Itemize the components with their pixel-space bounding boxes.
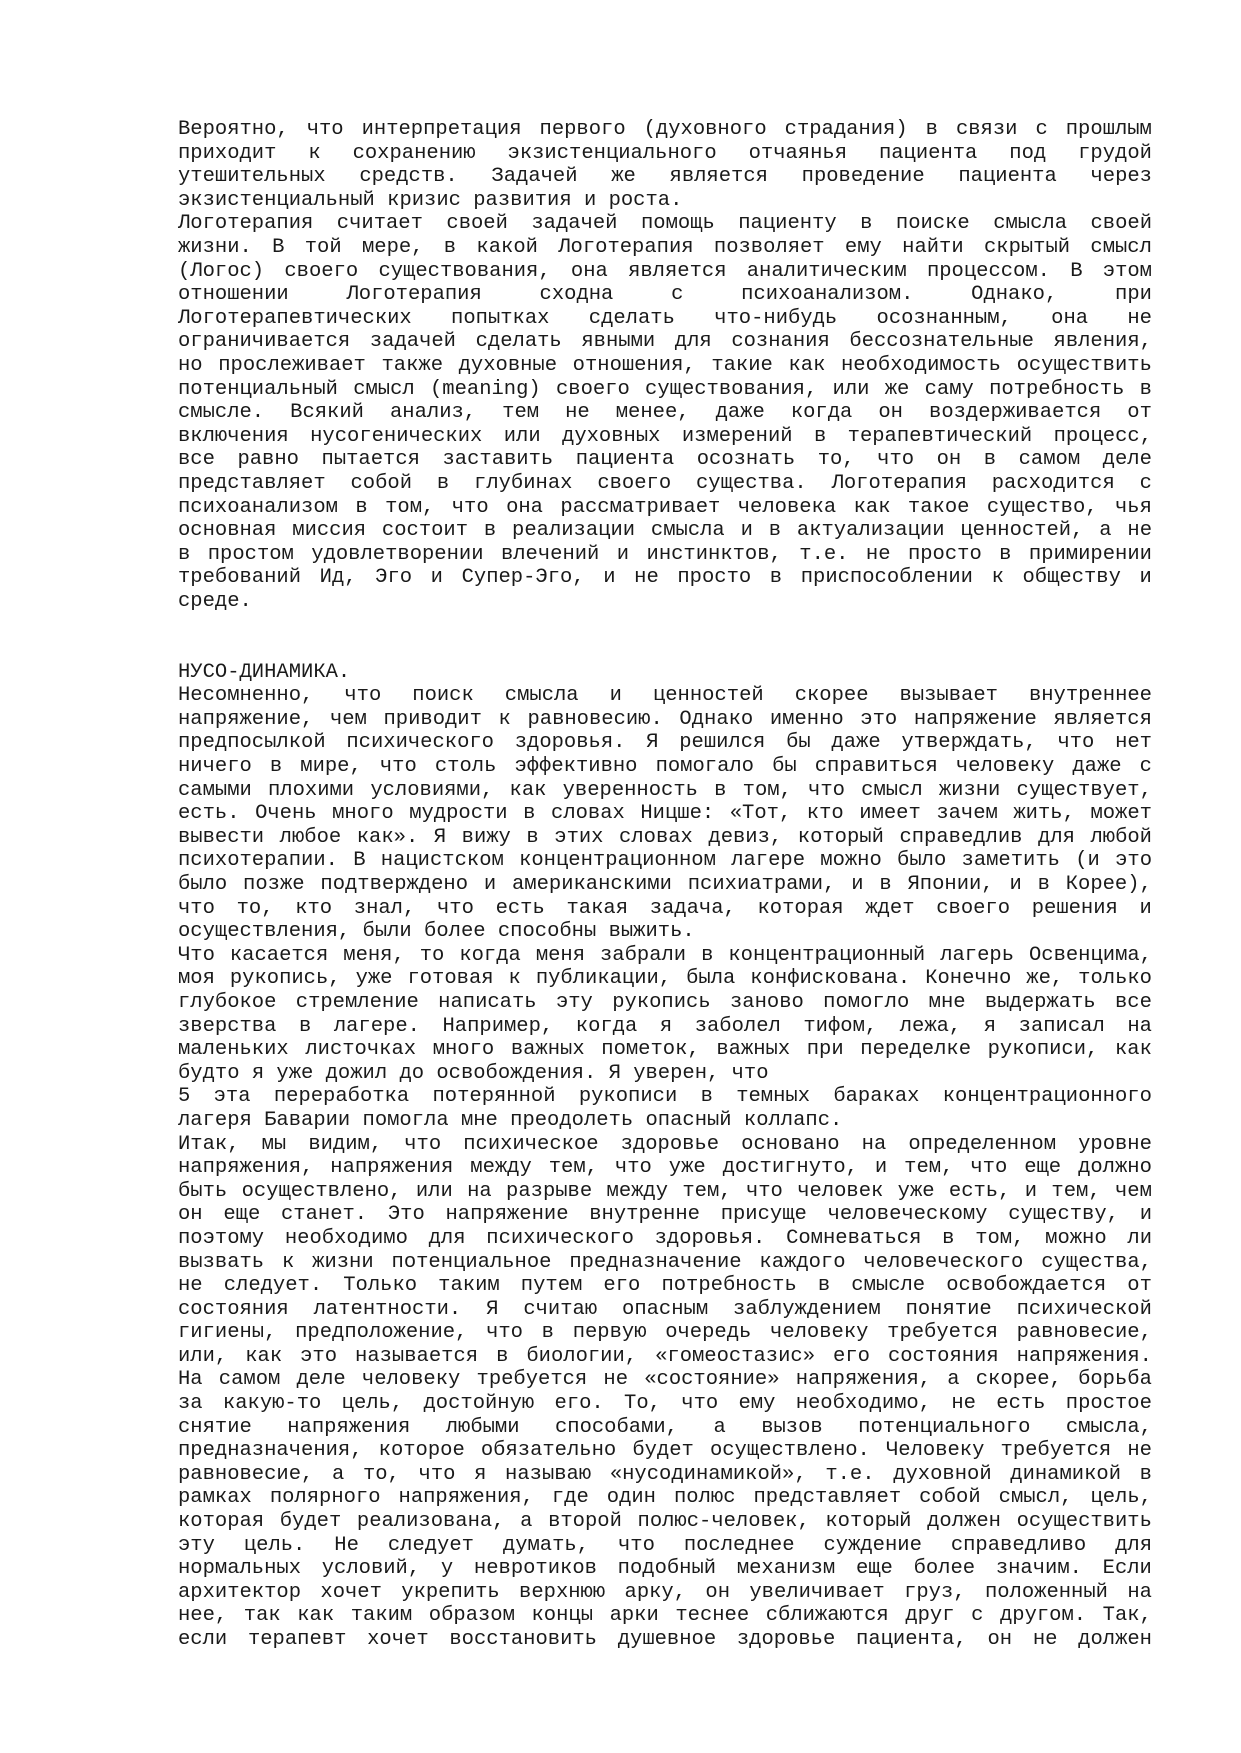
text-line: есть. Очень много мудрости в словах Ницше: «Тот, кто имеет зачем жить, может: [178, 802, 1152, 826]
text-line: смысле. Всякий анализ, тем не менее, даже когда он воздерживается от: [178, 401, 1152, 425]
text-line: эту цель. Не следует думать, что последнее суждение справедливо для: [178, 1533, 1152, 1557]
paragraph: [178, 1133, 1152, 1652]
text-line: Итак, мы видим, что психическое здоровье основано на определенном уровне: [178, 1132, 1152, 1156]
text-line: Логотерапевтических попытках сделать что-нибудь осознанным, она не: [178, 306, 1152, 330]
text-line: в простом удовлетворении влечений и инстинктов, т.е. не просто в примирении: [178, 542, 1152, 566]
text-line: он еще станет. Это напряжение внутренне присуще человеческому существу, и: [178, 1203, 1152, 1227]
text-line: поэтому необходимо для психического здоровья. Сомневаться в том, можно ли: [178, 1226, 1152, 1250]
text-line: На самом деле человеку требуется не «состояние» напряжения, а скорее, борьба: [178, 1368, 1152, 1392]
text-line: психоанализом в том, что она рассматривает человека как такое существо, чья: [178, 495, 1152, 519]
text-line: рамках полярного напряжения, где один полюс представляет собой смысл, цель,: [178, 1486, 1152, 1510]
text-line: но прослеживает также духовные отношения, такие как необходимость осуществить: [178, 353, 1152, 377]
text-line: Вероятно, что интерпретация первого (духовного страдания) в связи с прошлым: [178, 118, 1152, 141]
text-line: экзистенциальный кризис развития и роста.: [178, 188, 683, 212]
paragraph-gap: [178, 613, 1152, 660]
document-page: [178, 118, 1152, 1652]
text-line: снятие напряжения любыми способами, а вызов потенциального смысла,: [178, 1415, 1152, 1439]
text-line: 5 эта переработка потерянной рукописи в темных бараках концентрационного: [178, 1085, 1152, 1109]
text-line: напряжения, напряжения между тем, что уже достигнуто, и тем, что еще должно: [178, 1156, 1152, 1180]
text-line: маленьких листочках много важных пометок, важных при переделке рукописи, как: [178, 1038, 1152, 1062]
text-line: нормальных условий, у невротиков подобный механизм еще более значим. Если: [178, 1557, 1152, 1581]
paragraph: [178, 661, 1152, 685]
text-line: среде.: [178, 589, 252, 613]
text-line: представляет собой в глубинах своего существа. Логотерапия расходится с: [178, 471, 1152, 495]
paragraph: [178, 118, 1152, 212]
text-line: включения нусогенических или духовных измерений в терапевтический процесс,: [178, 424, 1152, 448]
text-line: Несомненно, что поиск смысла и ценностей скорее вызывает внутреннее: [178, 684, 1152, 708]
text-line: Логотерапия считает своей задачей помощь пациенту в поиске смысла своей: [178, 212, 1152, 236]
text-line: будто я уже дожил до освобождения. Я уверен, что: [178, 1061, 769, 1085]
text-line: вызвать к жизни потенциальное предназначение каждого человеческого существа,: [178, 1250, 1152, 1274]
paragraph: [178, 944, 1152, 1086]
paragraph: [178, 1085, 1152, 1132]
text-line: потенциальный смысл (meaning) своего существования, или же саму потребность в: [178, 377, 1152, 401]
text-line: глубокое стремление написать эту рукопись заново помогло мне выдержать все: [178, 990, 1152, 1014]
text-line: вывести любое как». Я вижу в этих словах девиз, который справедлив для любой: [178, 825, 1152, 849]
text-line: не следует. Только таким путем его потребность в смысле освобождается от: [178, 1274, 1152, 1298]
text-line: зверства в лагере. Например, когда я заболел тифом, лежа, я записал на: [178, 1014, 1152, 1038]
text-line: требований Ид, Эго и Супер-Эго, и не просто в приспособлении к обществу и: [178, 566, 1152, 590]
text-line: гигиены, предположение, что в первую очередь человеку требуется равновесие,: [178, 1321, 1152, 1345]
text-line: осуществления, были более способны выжить.: [178, 920, 695, 944]
text-line: предпосылкой психического здоровья. Я решился бы даже утверждать, что нет: [178, 731, 1152, 755]
text-line: все равно пытается заставить пациента осознать то, что он в самом деле: [178, 448, 1152, 472]
text-line: приходит к сохранению экзистенциального отчаянья пациента под грудой: [178, 141, 1152, 165]
text-line: предназначения, которое обязательно будет осуществлено. Человеку требуется не: [178, 1439, 1152, 1463]
paragraph: [178, 684, 1152, 944]
text-line: отношении Логотерапия сходна с психоанализом. Однако, при: [178, 283, 1152, 307]
text-line: ограничивается задачей сделать явными для сознания бессознательные явления,: [178, 330, 1152, 354]
text-line: если терапевт хочет восстановить душевное здоровье пациента, он не должен: [178, 1628, 1152, 1651]
text-line: равновесие, а то, что я называю «нусодинамикой», т.е. духовной динамикой в: [178, 1462, 1152, 1486]
text-line: утешительных средств. Задачей же является проведение пациента через: [178, 165, 1152, 189]
text-line: напряжение, чем приводит к равновесию. Однако именно это напряжение является: [178, 707, 1152, 731]
text-line: (Логос) своего существования, она является аналитическим процессом. В этом: [178, 259, 1152, 283]
text-line: Что касается меня, то когда меня забрали в концентрационный лагерь Освенцима,: [178, 943, 1152, 967]
text-line: основная миссия состоит в реализации смысла и в актуализации ценностей, а не: [178, 519, 1152, 543]
text-line: нее, так как таким образом концы арки теснее сближаются друг с другом. Так,: [178, 1604, 1152, 1628]
text-line: что то, кто знал, что есть такая задача, которая ждет своего решения и: [178, 896, 1152, 920]
text-line: или, как это называется в биологии, «гомеостазис» его состояния напряжения.: [178, 1344, 1152, 1368]
text-line: моя рукопись, уже готовая к публикации, была конфискована. Конечно же, только: [178, 967, 1152, 991]
text-line: жизни. В той мере, в какой Логотерапия позволяет ему найти скрытый смысл: [178, 235, 1152, 259]
paragraph: [178, 212, 1152, 613]
text-line: психотерапии. В нацистском концентрационном лагере можно было заметить (и это: [178, 849, 1152, 873]
text-line: быть осуществлено, или на разрыве между тем, что человек уже есть, и тем, чем: [178, 1179, 1152, 1203]
text-line: ничего в мире, что столь эффективно помогало бы справиться человеку даже с: [178, 755, 1152, 779]
text-line: которая будет реализована, а второй полюс-человек, который должен осуществить: [178, 1510, 1152, 1534]
text-line: было позже подтверждено и американскими психиатрами, и в Японии, и в Корее),: [178, 873, 1152, 896]
text-line: лагеря Баварии помогла мне преодолеть опасный коллапс.: [178, 1108, 843, 1132]
text-line: состояния латентности. Я считаю опасным заблуждением понятие психической: [178, 1297, 1152, 1321]
text-line: НУСО-ДИНАМИКА.: [178, 660, 351, 684]
text-line: архитектор хочет укрепить верхнюю арку, он увеличивает груз, положенный на: [178, 1580, 1152, 1604]
text-line: самыми плохими условиями, как уверенность в том, что смысл жизни существует,: [178, 778, 1152, 802]
text-line: за какую-то цель, достойную его. То, что ему необходимо, не есть простое: [178, 1392, 1152, 1416]
